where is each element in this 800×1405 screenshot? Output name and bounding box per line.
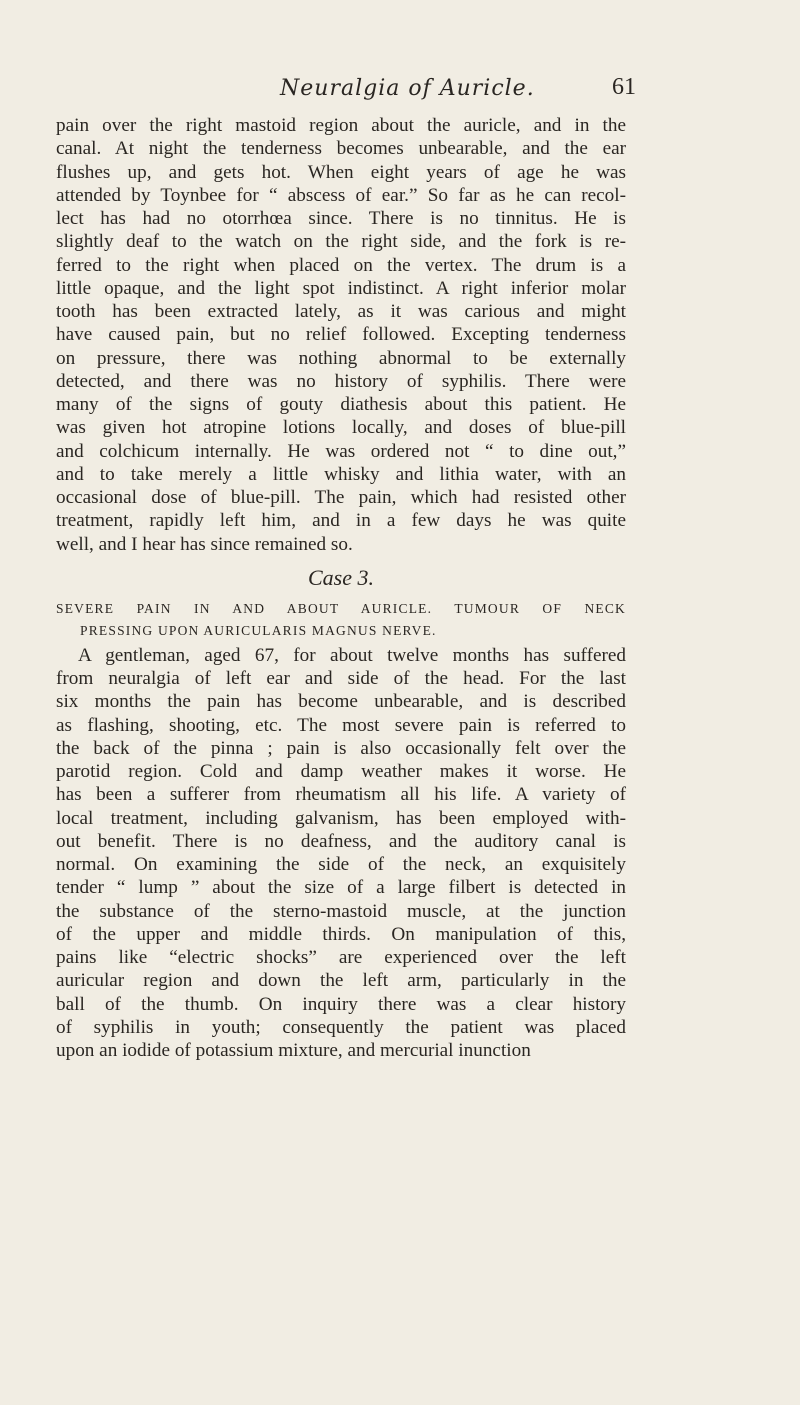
paragraph-case-3 <box>56 644 626 1063</box>
running-head: Neuralgia of Auricle. <box>280 76 535 101</box>
text-line: lect has had no otorrhœa since. There is no tinnitus. He is <box>56 208 626 229</box>
text-line: tooth has been extracted lately, as it was carious and might <box>56 301 626 322</box>
text-line: as flashing, shooting, etc. The most severe pain is referred to <box>56 714 626 736</box>
text-line: was given hot atropine lotions locally, and doses of blue-pill <box>56 417 626 439</box>
text-line: canal. At night the tenderness becomes unbearable, and the ear <box>56 138 626 160</box>
text-line: flushes up, and gets hot. When eight years of age he was <box>56 161 626 183</box>
text-line: ball of the thumb. On inquiry there was a clear history <box>56 993 626 1015</box>
text-line: slightly deaf to the watch on the right side, and the fork is re- <box>56 231 626 253</box>
text-line: many of the signs of gouty diathesis about this patient. He <box>56 394 626 415</box>
text-line: of syphilis in youth; consequently the patient was placed <box>56 1016 626 1038</box>
text-line: six months the pain has become unbearable, and is described <box>56 691 626 713</box>
text-line: have caused pain, but no relief followed. Excepting tenderness <box>56 324 626 346</box>
text-line: on pressure, there was nothing abnormal to be externally <box>56 347 626 369</box>
text-line: upon an iodide of potassium mixture, and mercurial inunction <box>56 1040 531 1061</box>
text-line: A gentleman, aged 67, for about twelve months has suffered <box>78 644 626 666</box>
text-line: the substance of the sterno-mastoid muscle, at the junction <box>56 900 626 922</box>
case-subheading <box>56 598 626 642</box>
case-subheading-line: SEVERE PAIN IN AND ABOUT AURICLE. TUMOUR OF NECK <box>56 600 626 616</box>
text-line: occasional dose of blue-pill. The pain, which had resisted other <box>56 487 626 508</box>
text-line: attended by Toynbee for “ abscess of ear.” So far as he can recol- <box>56 184 626 206</box>
text-line: ferred to the right when placed on the vertex. The drum is a <box>56 254 626 276</box>
paragraph-case-2-continued <box>56 114 626 556</box>
text-line: out benefit. There is no deafness, and the auditory canal is <box>56 830 626 852</box>
text-line: normal. On examining the side of the neck, an exquisitely <box>56 854 626 875</box>
text-line: little opaque, and the light spot indistinct. A right inferior molar <box>56 277 626 299</box>
text-line: pains like “electric shocks” are experienced over the left <box>56 947 626 968</box>
text-line: treatment, rapidly left him, and in a few days he was quite <box>56 510 626 532</box>
text-line: and colchicum internally. He was ordered not “ to dine out,” <box>56 440 626 462</box>
text-line: parotid region. Cold and damp weather makes it worse. He <box>56 761 626 782</box>
text-line: of the upper and middle thirds. On manipulation of this, <box>56 923 626 945</box>
text-line: detected, and there was no history of syphilis. There were <box>56 370 626 392</box>
text-line: auricular region and down the left arm, particularly in the <box>56 970 626 992</box>
text-line: has been a sufferer from rheumatism all his life. A variety of <box>56 784 626 806</box>
text-line: the back of the pinna ; pain is also occasionally felt over the <box>56 737 626 759</box>
text-line: well, and I hear has since remained so. <box>56 533 353 555</box>
text-line: and to take merely a little whisky and lithia water, with an <box>56 463 626 485</box>
case-subheading-line: PRESSING UPON AURICULARIS MAGNUS NERVE. <box>80 622 437 638</box>
page-number: 61 <box>612 74 636 100</box>
text-line: local treatment, including galvanism, has been employed with- <box>56 807 626 829</box>
page-body <box>56 114 626 1062</box>
text-line: tender “ lump ” about the size of a large filbert is detected in <box>56 877 626 899</box>
case-heading: Case 3. <box>308 564 374 590</box>
text-line: pain over the right mastoid region about the auricle, and in the <box>56 115 626 136</box>
text-line: from neuralgia of left ear and side of the head. For the last <box>56 668 626 689</box>
